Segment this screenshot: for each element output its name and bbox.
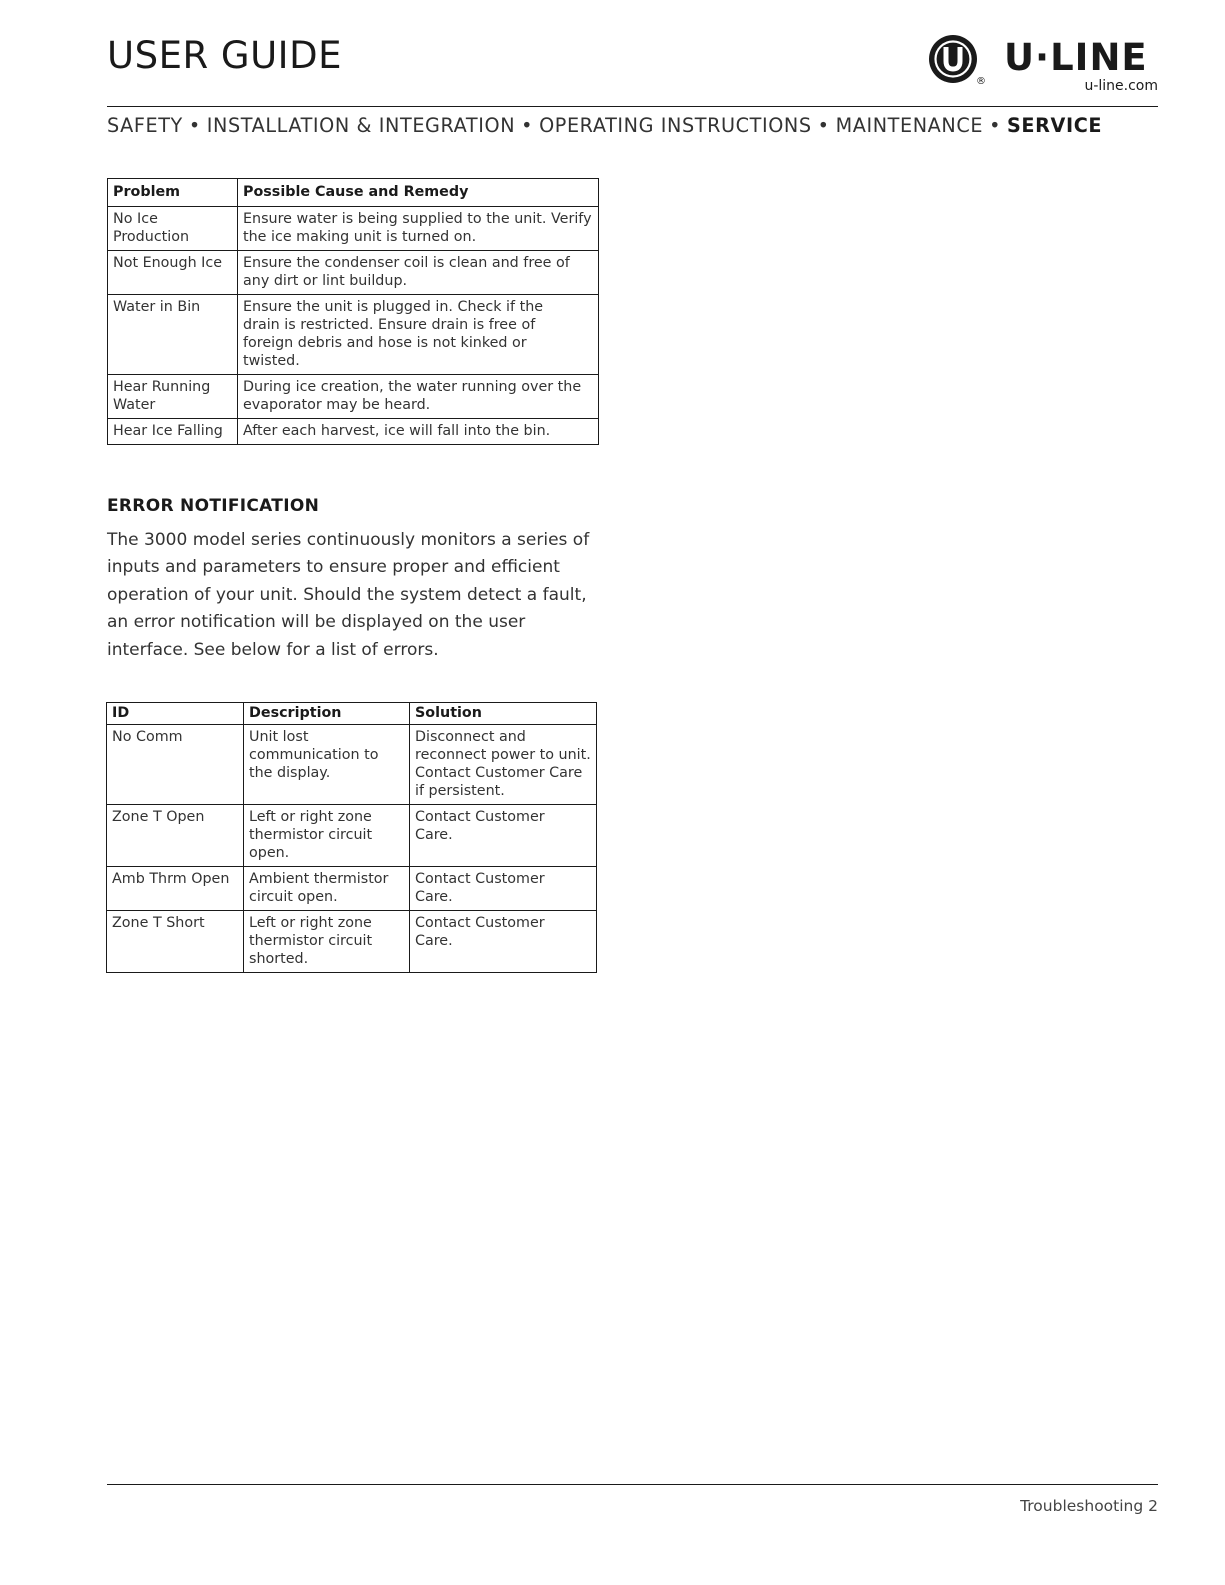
column-header-id: ID	[107, 703, 244, 725]
section-nav	[107, 114, 1159, 137]
nav-separator: •	[188, 114, 201, 137]
nav-item-service[interactable]: SERVICE	[1007, 114, 1103, 137]
registered-mark: ®	[976, 76, 986, 87]
error-notification-body: The 3000 model series continuously monitors a series of inputs and parameters to ensure proper and efficient operation of your unit. Should the system detect a fault, an error notification will be displayed on the user interface. See below for a list of errors.	[107, 530, 590, 660]
brand-wordmark: U·LINE	[1004, 36, 1148, 79]
table-cell-id: Amb Thrm Open	[107, 867, 244, 911]
table-cell-id: No Comm	[107, 725, 244, 805]
brand-logo	[928, 34, 1160, 96]
table-cell-remedy: During ice creation, the water running over the evaporator may be heard.	[238, 375, 599, 419]
page-title: USER GUIDE	[107, 34, 342, 77]
table-cell-solution: Contact Customer Care.	[410, 805, 597, 867]
table-header-row	[108, 179, 599, 207]
column-header-remedy: Possible Cause and Remedy	[238, 179, 599, 207]
table-cell-id: Zone T Open	[107, 805, 244, 867]
table-header-row	[107, 703, 597, 725]
table-row	[108, 375, 599, 419]
page-footer-label: Troubleshooting 2	[1020, 1497, 1158, 1515]
brand-url: u-line.com	[1084, 78, 1158, 94]
nav-separator: •	[817, 114, 830, 137]
nav-item-operating[interactable]: OPERATING INSTRUCTIONS	[539, 114, 812, 137]
table-row	[107, 911, 597, 973]
table-cell-problem: Not Enough Ice	[108, 251, 238, 295]
table-cell-description: Unit lost communication to the display.	[244, 725, 410, 805]
brand-logo-mark-icon	[928, 34, 978, 84]
table-row	[108, 251, 599, 295]
troubleshooting-table	[107, 178, 599, 445]
table-cell-description: Left or right zone thermistor circuit open.	[244, 805, 410, 867]
nav-separator: •	[521, 114, 534, 137]
table-cell-problem: Hear Running Water	[108, 375, 238, 419]
table-row	[108, 419, 599, 445]
error-codes-table	[106, 702, 597, 973]
column-header-description: Description	[244, 703, 410, 725]
table-row	[108, 295, 599, 375]
error-notification-heading: ERROR NOTIFICATION	[107, 496, 320, 516]
table-cell-solution: Contact Customer Care.	[410, 911, 597, 973]
nav-item-safety[interactable]: SAFETY	[107, 114, 183, 137]
table-row	[107, 805, 597, 867]
table-cell-remedy: Ensure water is being supplied to the unit. Verify the ice making unit is turned on.	[238, 207, 599, 251]
table-row	[107, 725, 597, 805]
table-cell-description: Ambient thermistor circuit open.	[244, 867, 410, 911]
table-cell-description: Left or right zone thermistor circuit shorted.	[244, 911, 410, 973]
table-cell-id: Zone T Short	[107, 911, 244, 973]
column-header-problem: Problem	[108, 179, 238, 207]
table-cell-problem: Water in Bin	[108, 295, 238, 375]
table-cell-solution: Disconnect and reconnect power to unit. Contact Customer Care if persistent.	[410, 725, 597, 805]
header-divider	[107, 106, 1158, 107]
table-row	[107, 867, 597, 911]
table-cell-problem: No Ice Production	[108, 207, 238, 251]
nav-item-maintenance[interactable]: MAINTENANCE	[835, 114, 984, 137]
table-cell-problem: Hear Ice Falling	[108, 419, 238, 445]
column-header-solution: Solution	[410, 703, 597, 725]
nav-separator: •	[989, 114, 1002, 137]
table-cell-remedy: Ensure the unit is plugged in. Check if the drain is restricted. Ensure drain is free of foreign debris and hose is not kinked or twisted.	[238, 295, 599, 375]
table-row	[108, 207, 599, 251]
nav-item-installation[interactable]: INSTALLATION & INTEGRATION	[206, 114, 516, 137]
table-cell-remedy: After each harvest, ice will fall into the bin.	[238, 419, 599, 445]
table-cell-remedy: Ensure the condenser coil is clean and free of any dirt or lint buildup.	[238, 251, 599, 295]
table-cell-solution: Contact Customer Care.	[410, 867, 597, 911]
footer-divider	[107, 1484, 1158, 1485]
